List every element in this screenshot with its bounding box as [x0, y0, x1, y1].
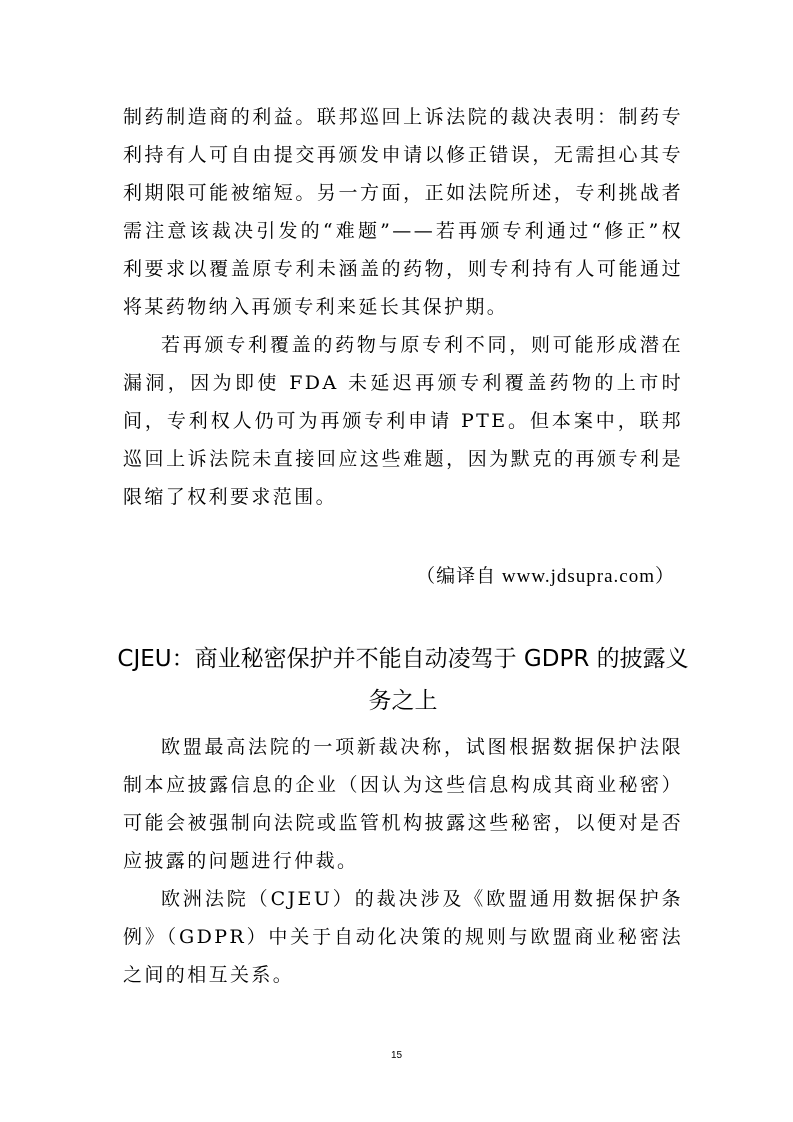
paragraph: 欧洲法院（CJEU）的裁决涉及《欧盟通用数据保护条例》（GDPR）中关于自动化决策的规则与欧盟商业秘密法之间的相互关系。 — [123, 888, 683, 986]
page-number: 15 — [390, 1050, 403, 1061]
source-attribution: （编译自 www.jdsupra.com） — [416, 566, 675, 587]
paragraph: 欧盟最高法院的一项新裁决称，试图根据数据保护法限制本应披露信息的企业（因认为这些信息构成其商业秘密）可能会被强制向法院或监管机构披露这些秘密，以便对是否应披露的问题进行仲裁。 — [123, 736, 683, 872]
paragraph-continued: 制药制造商的利益。联邦巡回上诉法院的裁决表明：制药专利持有人可自由提交再颁发申请以修正错误，无需担心其专利期限可能被缩短。另一方面，正如法院所述，专利挑战者需注意该裁决引发的“难题”——若再颁专利通过“修正”权利要求以覆盖原专利未涵盖的药物，则专利持有人可能通过将某药物纳入再颁专利来延长其保护期。 — [123, 106, 683, 318]
paragraph: 若再颁专利覆盖的药物与原专利不同，则可能形成潜在漏洞，因为即使 FDA 未延迟再颁专利覆盖药物的上市时间，专利权人仍可为再颁专利申请 PTE。但本案中，联邦巡回上诉法院未直接回应这些难题，因为默克的再颁专利是限缩了权利要求范围。 — [123, 334, 683, 508]
section-heading: CJEU：商业秘密保护并不能自动凌驾于 GDPR 的披露义务之上 — [117, 646, 689, 714]
previous-article-body — [123, 98, 683, 516]
next-article-body — [123, 728, 683, 994]
